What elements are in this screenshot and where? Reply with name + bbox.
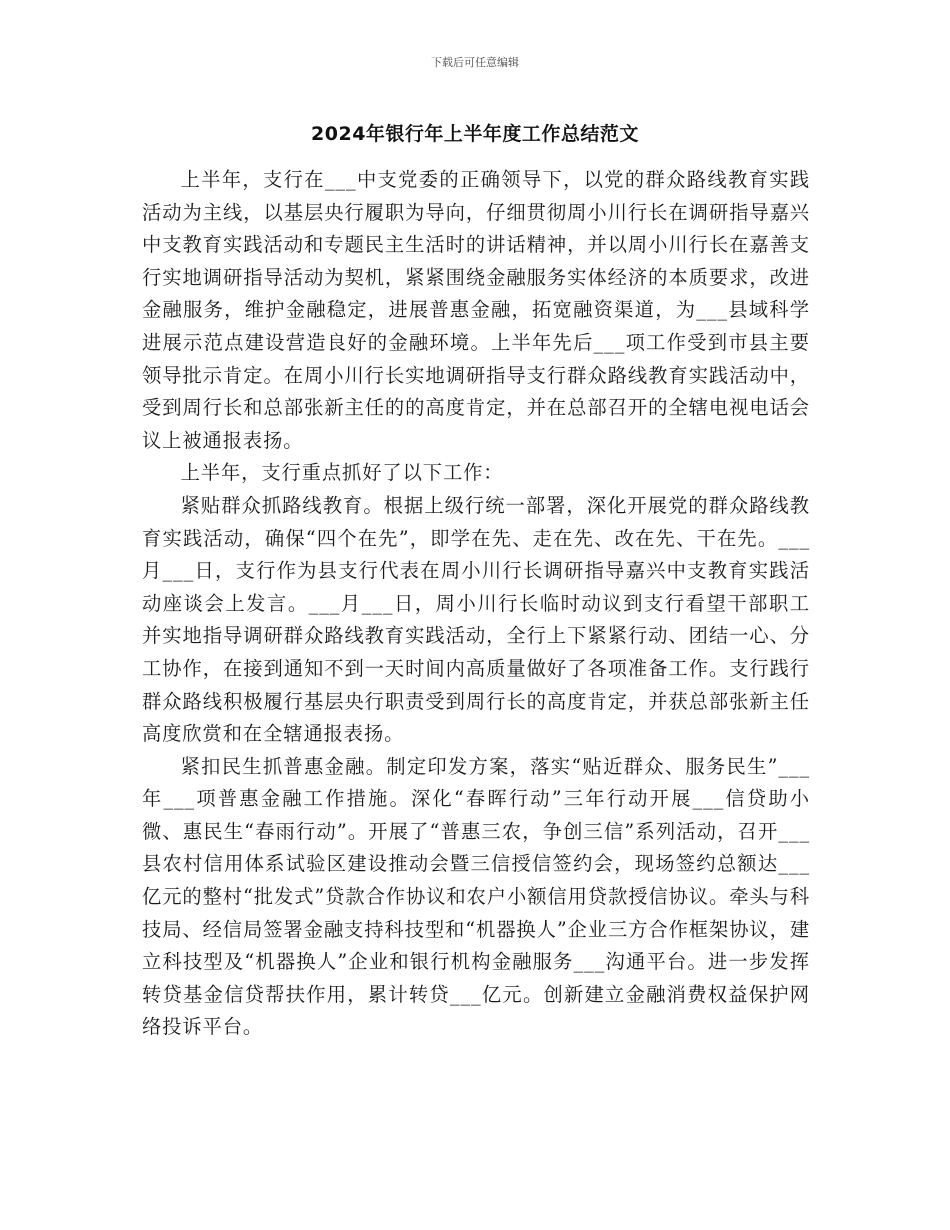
paragraph-line-education: 紧贴群众抓路线教育。根据上级行统一部署，深化开展党的群众路线教育实践活动，确保“四个在先”，即学在先、走在先、改在先、干在先。___月___日，支行作为县支行代表在周小川行长调研指导嘉兴中支教育实践活动座谈会上发言。___月___日，周小川行长临时动议到支行看望干部职工并实地指导调研群众路线教育实践活动，全行上下紧紧行动、团结一心、分工协作，在接到通知不到一天时间内高质量做好了各项准备工作。支行践行群众路线积极履行基层央行职责受到周行长的高度肯定，并获总部张新主任高度欣赏和在全辖通报表扬。 xyxy=(142,493,810,746)
paragraph-summary-lead: 上半年，支行重点抓好了以下工作： xyxy=(180,461,504,485)
paragraph-intro: 上半年，支行在___中支党委的正确领导下，以党的群众路线教育实践活动为主线，以基层央行履职为导向，仔细贯彻周小川行长在调研指导嘉兴中支教育实践活动和专题民主生活时的讲话精神，并以周小川行长在嘉善支行实地调研指导活动为契机，紧紧围绕金融服务实体经济的本质要求，改进金融服务，维护金融稳定，进展普惠金融，拓宽融资渠道，为___县域科学进展示范点建设营造良好的金融环境。上半年先后___项工作受到市县主要领导批示肯定。在周小川行长实地调研指导支行群众路线教育实践活动中，受到周行长和总部张新主任的的高度肯定，并在总部召开的全辖电视电话会议上被通报表扬。 xyxy=(142,168,810,452)
paragraph-inclusive-finance: 紧扣民生抓普惠金融。制定印发方案，落实“贴近群众、服务民生”___年___项普惠金融工作措施。深化“春晖行动”三年行动开展___信贷助小微、惠民生“春雨行动”。开展了“普惠三农，争创三信”系列活动，召开___县农村信用体系试验区建设推动会暨三信授信签约会，现场签约总额达___亿元的整村“批发式”贷款合作协议和农户小额信用贷款授信协议。牵头与科技局、经信局签署金融支持科技型和“机器换人”企业三方合作框架协议，建立科技型及“机器换人”企业和银行机构金融服务___沟通平台。进一步发挥转贷基金信贷帮扶作用，累计转贷___亿元。创新建立金融消费权益保护网络投诉平台。 xyxy=(142,754,810,1039)
header-note: 下载后可任意编辑 xyxy=(431,56,519,69)
document-title: 2024年银行年上半年度工作总结范文 xyxy=(311,123,639,145)
document-body xyxy=(142,164,810,1044)
